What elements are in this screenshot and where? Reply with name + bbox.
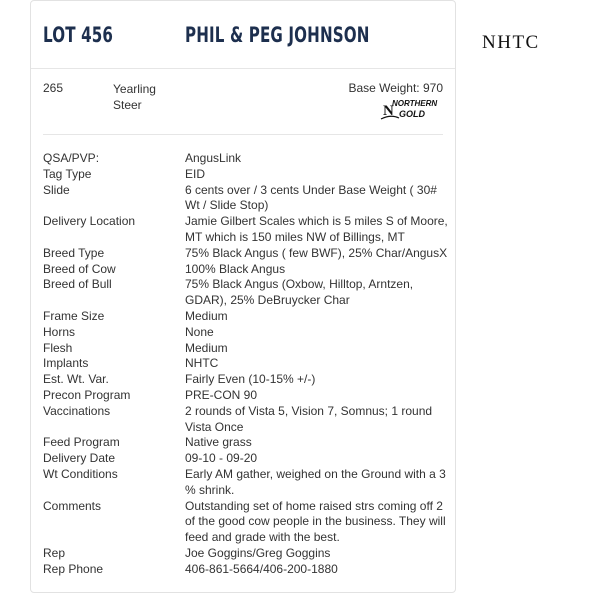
summary-divider — [43, 134, 443, 135]
detail-row — [43, 214, 448, 246]
detail-label: Vaccinations — [43, 403, 111, 418]
detail-label: Feed Program — [43, 435, 120, 450]
detail-row — [43, 341, 448, 357]
detail-value: Joe Goggins/Greg Goggins — [185, 545, 331, 560]
detail-label: Rep Phone — [43, 561, 104, 576]
detail-value: None — [185, 324, 214, 339]
detail-value: 406-861-5664/406-200-1880 — [185, 561, 338, 576]
detail-row — [43, 467, 448, 499]
detail-row — [43, 277, 448, 309]
detail-row — [43, 546, 448, 562]
detail-label: Breed of Bull — [43, 277, 112, 292]
detail-label: Wt Conditions — [43, 466, 118, 481]
detail-value: 6 cents over / 3 cents Under Base Weight ( 30# Wt / Slide Stop) — [185, 182, 437, 213]
detail-label: Flesh — [43, 340, 73, 355]
detail-row — [43, 388, 448, 404]
nhtc-logo: NHTC — [482, 32, 540, 53]
detail-label: Horns — [43, 324, 76, 339]
logo-text-bottom: GOLD — [399, 109, 425, 119]
detail-value: Early AM gather, weighed on the Ground with a 3 % shrink. — [185, 466, 446, 497]
detail-row — [43, 183, 448, 215]
detail-label: Rep — [43, 545, 66, 560]
detail-value: Native grass — [185, 435, 252, 450]
cattle-type: Yearling Steer — [113, 82, 156, 112]
detail-row — [43, 562, 448, 578]
detail-row — [43, 246, 448, 262]
detail-label: Breed Type — [43, 245, 105, 260]
northern-gold-logo — [379, 97, 443, 121]
detail-label: Precon Program — [43, 387, 131, 402]
detail-value: Medium — [185, 340, 228, 355]
detail-value: 75% Black Angus (Oxbow, Hilltop, Arntzen, GDAR), 25% DeBruycker Char — [185, 277, 414, 308]
detail-row — [43, 404, 448, 436]
detail-label: Delivery Date — [43, 451, 116, 466]
detail-value: 100% Black Angus — [185, 261, 286, 276]
detail-value: Fairly Even (10-15% +/-) — [185, 372, 316, 387]
lot-header — [31, 1, 455, 68]
detail-value: 2 rounds of Vista 5, Vision 7, Somnus; 1 round Vista Once — [185, 403, 433, 434]
detail-row — [43, 262, 448, 278]
base-weight: Base Weight: 970 — [348, 81, 443, 95]
detail-label: Est. Wt. Var. — [43, 372, 109, 387]
detail-row — [43, 356, 448, 372]
detail-row — [43, 499, 448, 546]
lot-card — [30, 0, 456, 593]
detail-row — [43, 167, 448, 183]
lot-number: LOT 456 — [43, 23, 114, 47]
detail-row — [43, 325, 448, 341]
detail-value: Outstanding set of home raised strs coming off 2 of the good cow people in the business. They will feed and grade with the best. — [185, 498, 446, 545]
lot-summary — [31, 69, 455, 137]
detail-label: Implants — [43, 356, 89, 371]
detail-value: Jamie Gilbert Scales which is 5 miles S of Moore, MT which is 150 miles NW of Billings, MT — [185, 214, 448, 244]
detail-row — [43, 309, 448, 325]
detail-label: Slide — [43, 182, 70, 197]
detail-value: 09-10 - 09-20 — [185, 451, 258, 466]
details-list — [43, 151, 448, 578]
detail-label: Breed of Cow — [43, 261, 116, 276]
logo-n-glyph: N — [383, 103, 394, 119]
seller-name: PHIL & PEG JOHNSON — [185, 23, 370, 47]
detail-label: Frame Size — [43, 308, 105, 323]
detail-label: Delivery Location — [43, 214, 136, 229]
detail-row — [43, 372, 448, 388]
detail-label: Comments — [43, 498, 102, 513]
detail-row — [43, 451, 448, 467]
detail-value: Medium — [185, 308, 228, 323]
detail-label: QSA/PVP: — [43, 151, 100, 165]
detail-value: NHTC — [185, 356, 219, 371]
detail-row — [43, 435, 448, 451]
detail-value: PRE-CON 90 — [185, 387, 258, 402]
detail-value: EID — [185, 166, 206, 181]
head-count: 265 — [43, 81, 64, 95]
detail-row — [43, 151, 448, 167]
detail-value: 75% Black Angus ( few BWF), 25% Char/AngusX — [185, 245, 448, 260]
detail-label: Tag Type — [43, 166, 92, 181]
logo-text-top: NORTHERN — [392, 99, 438, 108]
detail-value: AngusLink — [185, 151, 242, 165]
